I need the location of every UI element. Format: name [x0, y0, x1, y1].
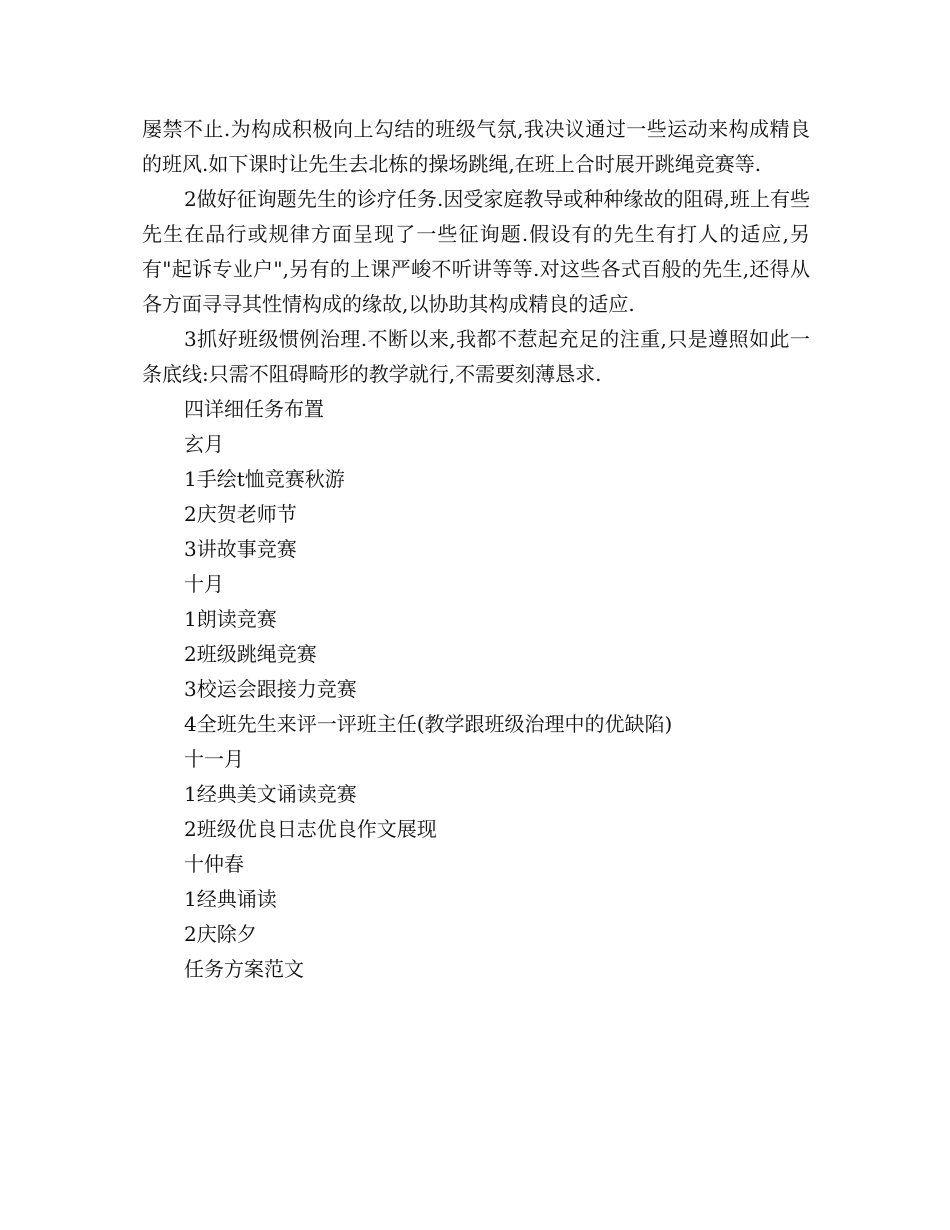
month-heading-october: 十月	[184, 572, 224, 596]
list-item: 2班级跳绳竞赛	[184, 642, 317, 666]
list-item: 2庆贺老师节	[184, 502, 297, 526]
list-item: 3讲故事竞赛	[184, 537, 297, 561]
month-heading-december: 十仲春	[184, 852, 244, 876]
list-item: 1手绘t恤竞赛秋游	[184, 467, 345, 491]
document-body	[142, 112, 810, 987]
month-heading-september: 玄月	[184, 432, 224, 456]
paragraph-class-management: 3抓好班级惯例治理.不断以来,我都不惹起充足的注重,只是遵照如此一条底线:只需不阻碍畸形的教学就行,不需要刻薄恳求.	[142, 327, 810, 386]
section-heading-schedule: 四详细任务布置	[184, 397, 324, 421]
list-item: 1经典诵读	[184, 887, 277, 911]
task-schedule-list	[142, 392, 810, 987]
list-item: 1朗读竞赛	[184, 607, 277, 631]
list-item: 4全班先生来评一评班主任(教学跟班级治理中的优缺陷)	[184, 712, 673, 736]
paragraph-class-atmosphere: 屡禁不止.为构成积极向上勾结的班级气氛,我决议通过一些运动来构成精良的班风.如下课时让先生去北栋的操场跳绳,在班上合时展开跳绳竞赛等.	[142, 117, 810, 176]
list-item: 1经典美文诵读竞赛	[184, 782, 357, 806]
month-heading-november: 十一月	[184, 747, 244, 771]
closing-title: 任务方案范文	[184, 957, 304, 981]
list-item: 2庆除夕	[184, 922, 257, 946]
list-item: 3校运会跟接力竞赛	[184, 677, 357, 701]
paragraph-problem-students: 2做好征询题先生的诊疗任务.因受家庭教导或种种缘故的阻碍,班上有些先生在品行或规律方面呈现了一些征询题.假设有的先生有打人的适应,另有"起诉专业户",另有的上课严峻不听讲等等.对这些各式百般的先生,还得从各方面寻寻其性情构成的缘故,以协助其构成精良的适应.	[142, 187, 810, 316]
list-item: 2班级优良日志优良作文展现	[184, 817, 437, 841]
